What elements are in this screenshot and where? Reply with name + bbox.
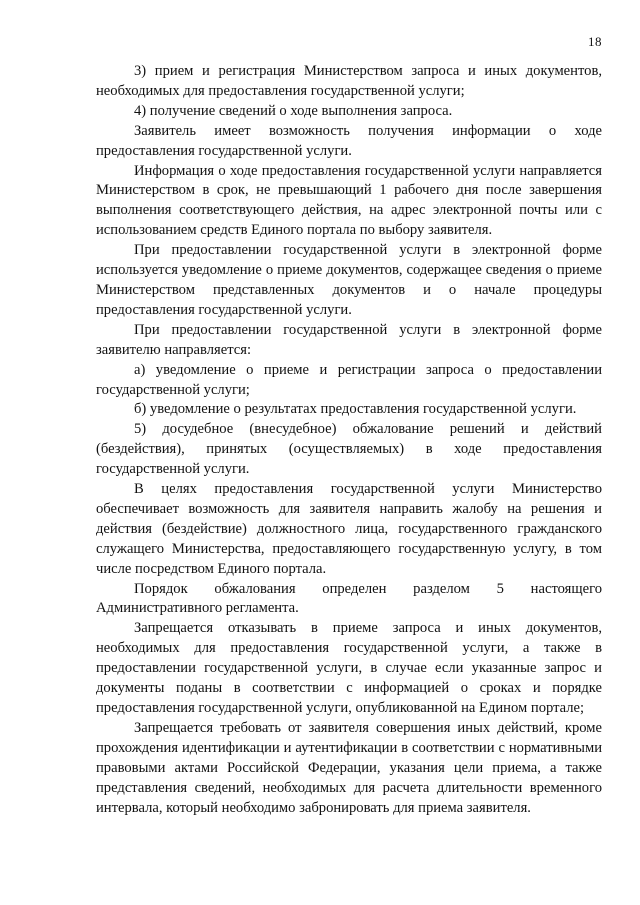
paragraph-10: В целях предоставления государственной услуги Министерство обеспечивает возможность для заявителя направить жалобу на решения и действия (бездействие) должностного лица, государственного гражданского служащего Министерства, предоставляющего государственную услугу, в том числе посредством Единого портала.	[96, 481, 602, 577]
page-number: 18	[588, 34, 602, 49]
paragraph-1: 3) прием и регистрация Министерством запроса и иных документов, необходимых для предоставления государственной услуги;	[96, 63, 602, 99]
paragraph-4: Информация о ходе предоставления государственной услуги направляется Министерством в срок, не превышающий 1 рабочего дня после завершения выполнения соответствующего действия, на адрес электронной почты или с использованием средств Единого портала по выбору заявителя.	[96, 162, 602, 239]
paragraph-3: Заявитель имеет возможность получения информации о ходе предоставления государственной услуги.	[96, 122, 602, 159]
paragraph-11: Порядок обжалования определен разделом 5 настоящего Административного регламента.	[96, 580, 602, 617]
paragraph-12: Запрещается отказывать в приеме запроса и иных документов, необходимых для предоставления государственной услуги, а также в предоставлении государственной услуги, в случае если указанные запрос и документы поданы в соответствии с информацией о сроках и порядке предоставления государственной услуги, опубликованной на Едином портале;	[96, 620, 602, 716]
paragraph-7: а) уведомление о приеме и регистрации запроса о предоставлении государственной услуги;	[96, 361, 602, 398]
paragraph-13: Запрещается требовать от заявителя совершения иных действий, кроме прохождения идентификации и аутентификации в соответствии с нормативными правовыми актами Российской Федерации, указания цели приема, а также представления сведений, необходимых для расчета длительности временного интервала, который необходимо забронировать для приема заявителя.	[96, 719, 602, 816]
document-body	[96, 62, 602, 818]
paragraph-6: При предоставлении государственной услуги в электронной форме заявителю направляется:	[96, 321, 602, 358]
paragraph-8: б) уведомление о результатах предоставления государственной услуги.	[134, 401, 577, 418]
paragraph-5: При предоставлении государственной услуги в электронной форме используется уведомление о приеме документов, содержащее сведения о приеме Министерством представленных документов и о начале процедуры предоставления государственной услуги.	[96, 242, 602, 318]
paragraph-9: 5) досудебное (внесудебное) обжалование решений и действий (бездействия), принятых (осуществляемых) в ходе предоставления государственной услуги.	[96, 421, 602, 478]
paragraph-2: 4) получение сведений о ходе выполнения запроса.	[134, 102, 453, 119]
